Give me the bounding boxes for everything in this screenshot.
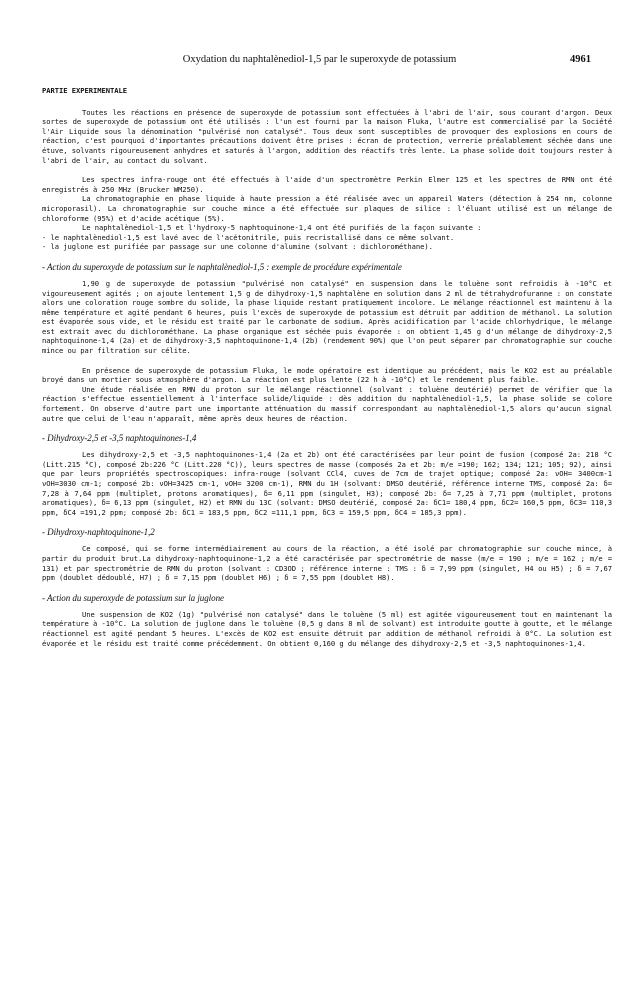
section-heading: PARTIE EXPERIMENTALE [42, 86, 127, 95]
paragraph-safety: Toutes les réactions en présence de superoxyde de potassium sont effectuées à l'abri de l'air, sous courant d'argon. Deux sortes de superoxyde de potassium ont été utilisés : l'un est fourni par la maison Fluka, l'autre est commercialisé par la Société l'Air Liquide sous la dénomination "pulvérisé non catalysé". Tous deux sont susceptibles de provoquer des explosions en cours de réaction, c'est pourquoi d'importantes précautions doivent être prises : écran de protection, verrerie préalablement séchée dans une étuve, solvants rigoureusement anhydres et saturés à l'argon, addition des réactifs très lente. La phase solide doit toujours rester à l'abri de l'air, au contact du solvant. [42, 107, 612, 165]
paragraph-nmr-study: Une étude réalisée en RMN du proton sur le mélange réactionnel (solvant : toluène deutérié) permet de vérifier que la réaction s'effectue essentiellement à l'interface solide/liquide : dès addition du naphtalènediol-1,5, la phase solide se colore fortement. On observe d'autre part une importante atténuation du massif correspondant au naphtalènediol-1,5 alors qu'aucun signal autre que celui de l'eau n'apparaît, même après deux heures de réaction. [42, 384, 612, 423]
purification-item-juglone: - la juglone est purifiée par passage sur une colonne d'alumine (solvant : dichlorométhane). [42, 242, 433, 252]
paragraph-juglone: Une suspension de KO2 (1g) "pulvérisé non catalysé" dans le toluène (5 ml) est agitée vigoureusement tout en maintenant la température à -10°C. La solution de juglone dans le toluène (0,5 g dans 8 ml de solvant) est introduite goutte à goutte, et le mélange réactionnel est agité pendant 5 heures. L'excès de KO2 est ensuite détruit par addition de méthanol refroidi à 0°C. La solution est évaporée et le résidu est traité comme précédemment. On obtient 0,160 g du mélange des dihydroxy-2,5 et -3,5 naphtoquinones-1,4. [42, 609, 612, 648]
subsection-heading-procedure: - Action du superoxyde de potassium sur le naphtalènediol-1,5 : exemple de procédure expérimentale [42, 261, 402, 272]
paragraph-chromatography: La chromatographie en phase liquide à haute pression a été réalisée avec un appareil Waters (détection à 254 nm, colonne microporasil). La chromatographie sur couche mince a été effectuée sur plaques de silice : l'éluant utilisé est un mélange de chloroforme (95%) et d'acide acétique (5%). [42, 194, 612, 223]
paragraph-fluka: En présence de superoxyde de potassium Fluka, le mode opératoire est identique au précédent, mais le KO2 est au préalable broyé dans un mortier sous atmosphère d'argon. La réaction est plus lente (22 h à -10°C) et le rendement plus faible. [42, 365, 612, 385]
running-title: Oxydation du naphtalènediol-1,5 par le superoxyde de potassium [182, 54, 457, 65]
subsection-heading-quinone-12: - Dihydroxy-naphtoquinone-1,2 [42, 527, 155, 538]
running-header [48, 54, 591, 68]
paragraph-characterisation: Les dihydroxy-2,5 et -3,5 naphtoquinones-1,4 (2a et 2b) ont été caractérisées par leur point de fusion (composé 2a: 218 °C (Litt.215 °C), composé 2b:226 °C (Litt.220 °C)), leurs spectres de masse (composés 2a et 2b: m/e =190; 162; 134; 121; 105; 92), ainsi que par leurs propriétés spectroscopiques: infra-rouge (solvant CCl4, cuves de 7cm de trajet optique; composé 2a: νOH= 3400cm-1 νOH=3030 cm-1; composé 2b: νOH=3425 cm-1, νOH= 3200 cm-1), RMN du 1H (solvant: DMSO deutérié, référence interne TMS, composé 2a: δ= 7,28 à 7,64 ppm (multiplet, protons aromatiques), δ= 6,11 ppm (singulet, H3); composé 2b: δ= 7,25 à 7,71 ppm (multiplet, protons aromatiques), δ= 6,13 ppm (singulet, H2) et RMN du 13C (solvant: DMSO deutérié, composé 2a: δC1= 180,4 ppm, δC2= 160,5 ppm, δC3= 110,3 ppm, δC4 =191,2 ppm; composé 2b: δC1 = 183,5 ppm, δC2 =111,1 ppm, δC3 = 159,5 ppm, δC4 = 185,3 ppm). [42, 450, 612, 517]
purification-item-naphtalenediol: - le naphtalènediol-1,5 est lavé avec de l'acétonitrile, puis recristallisé dans ce même solvant. [42, 232, 455, 242]
page-number: 4961 [570, 54, 591, 65]
article-body [42, 86, 612, 648]
paragraph-spectra: Les spectres infra-rouge ont été effectués à l'aide d'un spectromètre Perkin Elmer 125 et les spectres de RMN ont été enregistrés à 250 MHz (Brucker WM250). [42, 175, 612, 194]
paragraph-purification: Le naphtalènediol-1,5 et l'hydroxy-5 naphtoquinone-1,4 ont été purifiés de la façon suivante : [82, 223, 482, 233]
subsection-heading-dihydroxy: - Dihydroxy-2,5 et -3,5 naphtoquinones-1,4 [42, 433, 197, 444]
paragraph-quinone-12: Ce composé, qui se forme intermédiairement au cours de la réaction, a été isolé par chromatographie sur couche mince, à partir du produit brut.La dihydroxy-naphtoquinone-1,2 a été caractérisée par spectrométrie de masse (m/e = 190 ; m/e = 162 ; m/e = 131) et par spectrométrie de RMN du proton (solvant : CD3OD ; référence interne : TMS : δ = 7,99 ppm (singulet, H4 ou H5) ; δ = 7,67 ppm (doublet dédoublé, H7) ; δ = 7,15 ppm (doublet H6) ; δ = 7,55 ppm (doublet H8). [42, 544, 612, 583]
paragraph-procedure: 1,90 g de superoxyde de potassium "pulvérisé non catalysé" en suspension dans le toluène sont refroidis à -10°C et vigoureusement agités ; on ajoute lentement 1,5 g de dihydroxy-1,5 naphtalène en solution dans 2 ml de tétrahydrofuranne : on constate alors une coloration rouge sombre du solide, la phase liquide restant pratiquement incolore. Le mélange réactionnel est maintenu à la même température et agité pendant 6 heures, puis l'excès de superoxyde de potassium est détruit par addition de méthanol. La solution est évaporée sous vide, et le résidu est traité par le carbonate de sodium. Après acidification par l'acide chlorhydrique, le mélange est extrait avec du dichlorométhane. La phase organique est séchée puis évaporée : on obtient 1,45 g d'un mélange de dihydroxy-2,5 naphtoquinone-1,4 (2a) et de dihydroxy-3,5 naphtoquinone-1,4 (2b) (rendement 90%) que l'on peut séparer par chromatographie sur couche mince ou par filtration sur célite. [42, 278, 612, 356]
subsection-heading-juglone: - Action du superoxyde de potassium sur la juglone [42, 592, 224, 603]
